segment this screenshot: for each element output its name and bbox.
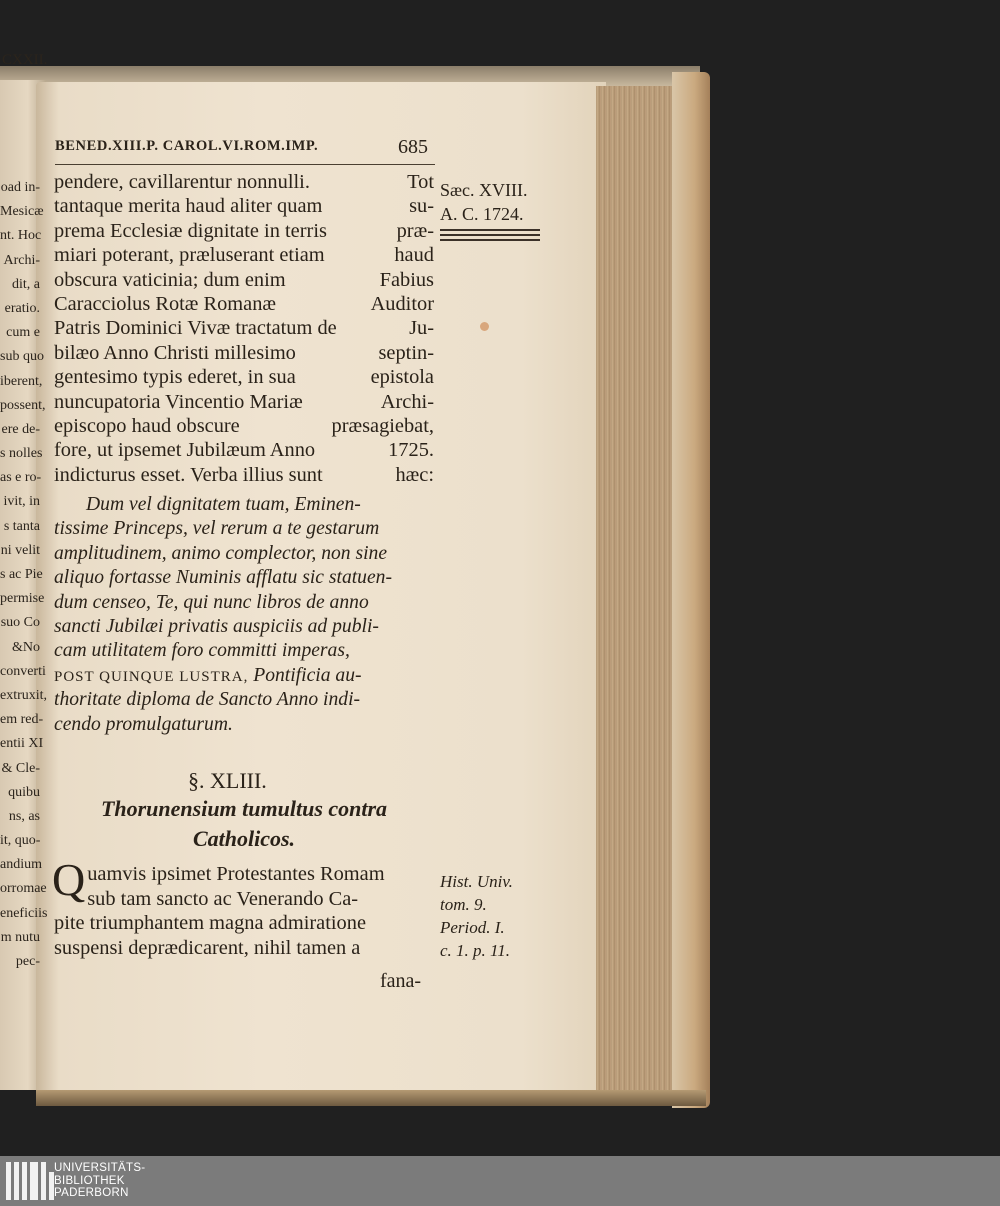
quote-smallcaps: POST QUINQUE LUSTRA, xyxy=(54,668,249,685)
logo-line: BIBLIOTHEK xyxy=(54,1174,125,1187)
left-page-line: as e ro- xyxy=(0,470,42,486)
quotation xyxy=(54,493,434,737)
body-line-end: epistola xyxy=(370,366,434,389)
body-line-start: indicturus esset. Verba illius sunt xyxy=(54,463,323,486)
page-number: 685 xyxy=(398,136,428,158)
quote-after-smallcaps: Pontificia au- xyxy=(248,664,362,686)
section-line: pite triumphantem magna admiratione xyxy=(54,912,366,935)
body-line-start: prema Ecclesiæ dignitate in terris xyxy=(54,219,327,242)
body-line-start: gentesimo typis ederet, in sua xyxy=(54,366,296,389)
margin-date-note xyxy=(440,178,528,226)
body-line-start: miari poterant, præluserant etiam xyxy=(54,244,325,267)
body-line-end: Archi- xyxy=(380,390,434,413)
left-page-line: cum e xyxy=(6,325,40,341)
footer-bar xyxy=(0,1156,1000,1206)
left-page-line: extruxit, xyxy=(0,687,48,703)
body-line-end: 1725. xyxy=(388,439,434,462)
body-line xyxy=(54,292,434,316)
left-page-line: entii XI xyxy=(0,736,44,752)
left-page-line: em red- xyxy=(0,712,44,728)
quote-line: tissime Princeps, vel rerum a te gestarum xyxy=(54,518,380,540)
left-page-line: s ac Pie xyxy=(0,567,43,582)
left-page-line: s tanta xyxy=(3,518,40,534)
margin-line: Hist. Univ. xyxy=(440,872,513,891)
margin-rule xyxy=(440,229,540,231)
body-line xyxy=(54,268,434,292)
quote-line: aliquo fortasse Numinis afflatu sic statuen- xyxy=(54,567,393,589)
left-page-line: eneficiis xyxy=(0,905,48,921)
body-line xyxy=(54,463,434,487)
body-line xyxy=(54,316,434,340)
margin-line: Sæc. XVIII. xyxy=(440,180,528,200)
quote-line: cendo promulgaturum. xyxy=(54,713,233,735)
left-page-line: nt. Hoc xyxy=(0,228,42,244)
left-page-line: dit, a xyxy=(12,276,40,292)
section-number: §. XLIII. xyxy=(188,768,267,793)
body-line-end: Auditor xyxy=(370,292,434,315)
left-page-line: s nolles xyxy=(0,446,43,462)
quote-line xyxy=(54,664,434,688)
quote-line: Dum vel dignitatem tuam, Eminen- xyxy=(86,494,361,515)
left-page-text xyxy=(0,176,48,974)
left-page-line: &No xyxy=(12,639,40,655)
margin-line: Period. I. xyxy=(440,918,505,937)
left-running-head: CXXII. xyxy=(2,52,48,68)
body-line-start: Patris Dominici Vivæ tractatum de xyxy=(54,317,337,340)
quote-line: thoritate diploma de Sancto Anno indi- xyxy=(54,689,361,711)
catchword: fana- xyxy=(380,970,422,992)
left-page-line: eratio. xyxy=(4,300,40,316)
body-line xyxy=(54,414,434,438)
library-logo-icon xyxy=(6,1162,54,1200)
margin-reference-note xyxy=(440,870,513,962)
quote-line: cam utilitatem foro committi imperas, xyxy=(54,640,350,662)
logo-line: PADERBORN xyxy=(54,1187,129,1199)
body-line-start: bilæo Anno Christi millesimo xyxy=(54,341,296,364)
left-page-line: orromae xyxy=(0,881,47,897)
body-line xyxy=(54,243,434,267)
drop-cap: Q xyxy=(52,854,86,905)
library-logo-text xyxy=(54,1162,145,1200)
body-line-end: præsagiebat, xyxy=(331,414,434,437)
section-body xyxy=(52,854,434,960)
left-page-line: sub quo xyxy=(0,349,44,365)
section-line: suspensi deprædicarent, nihil tamen a xyxy=(54,936,361,959)
body-line-end: Ju- xyxy=(409,317,434,340)
left-page-line: quibu xyxy=(8,784,40,800)
left-page-line: ns, as xyxy=(8,808,40,824)
left-page-line: converti xyxy=(0,663,46,679)
head-rule xyxy=(55,164,435,165)
body-text xyxy=(54,170,434,487)
margin-line: A. C. 1724. xyxy=(440,204,524,224)
section-first-line: uamvis ipsimet Protestantes Romam xyxy=(87,863,385,885)
body-line-end: haud xyxy=(394,244,434,267)
margin-line: tom. 9. xyxy=(440,895,487,914)
body-line-end: præ- xyxy=(396,219,434,242)
body-line-end: Fabius xyxy=(379,268,434,291)
left-page-line: & Cle- xyxy=(1,760,40,776)
quote-line: sancti Jubilæi privatis auspiciis ad publi- xyxy=(54,615,379,637)
section-title-line: Thorunensium tumultus contra xyxy=(100,796,388,821)
logo-line: UNIVERSITÄTS- xyxy=(54,1162,146,1174)
left-page-line: permise xyxy=(0,591,45,607)
body-line-end: hæc: xyxy=(395,463,434,486)
left-page-line: ere de- xyxy=(1,421,40,437)
left-page-line: m nutu xyxy=(0,929,40,945)
left-page-line: it, quo- xyxy=(0,833,41,849)
body-line-start: nuncupatoria Vincentio Mariæ xyxy=(54,390,303,413)
left-page-line: ivit, in xyxy=(3,494,40,510)
left-page-line: suo Co xyxy=(0,615,40,631)
body-line xyxy=(54,194,434,218)
margin-line: c. 1. p. 11. xyxy=(440,941,511,960)
section-title-line: Catholicos. xyxy=(192,826,296,851)
quote-line: amplitudinem, animo complector, non sine xyxy=(54,542,388,564)
left-page-line: possent, xyxy=(0,397,46,413)
body-line xyxy=(54,365,434,389)
body-line-start: pendere, cavillarentur nonnulli. xyxy=(54,171,310,193)
margin-rule xyxy=(440,234,540,236)
left-page-line: ni velit xyxy=(0,542,40,558)
left-page-line: Mesicæ xyxy=(0,204,44,220)
body-line xyxy=(54,219,434,243)
body-line-start: Caracciolus Rotæ Romanæ xyxy=(54,292,277,315)
left-page-line: oad in- xyxy=(0,180,40,195)
body-line-end: su- xyxy=(409,195,434,218)
body-line xyxy=(54,438,434,462)
body-line xyxy=(54,390,434,414)
body-line-start: obscura vaticinia; dum enim xyxy=(54,268,286,291)
section-line: sub tam sancto ac Venerando Ca- xyxy=(87,887,359,910)
body-line xyxy=(54,170,434,194)
left-page-line: iberent, xyxy=(0,373,43,389)
left-page-line: andium xyxy=(0,857,42,873)
body-line-start: fore, ut ipsemet Jubilæum Anno xyxy=(54,439,316,462)
section-title xyxy=(54,794,434,854)
body-line-end: septin- xyxy=(378,341,434,364)
left-page-line: pec- xyxy=(15,954,40,969)
body-line-start: episcopo haud obscure xyxy=(54,414,240,437)
quote-line: dum censeo, Te, qui nunc libros de anno xyxy=(54,591,369,613)
body-line-end: Tot xyxy=(407,171,434,193)
left-page-line: Archi- xyxy=(3,252,40,268)
body-line-start: tantaque merita haud aliter quam xyxy=(54,195,323,218)
margin-rule xyxy=(440,239,540,241)
body-line xyxy=(54,341,434,365)
running-head: BENED.XIII.P. CAROL.VI.ROM.IMP. xyxy=(55,138,319,154)
